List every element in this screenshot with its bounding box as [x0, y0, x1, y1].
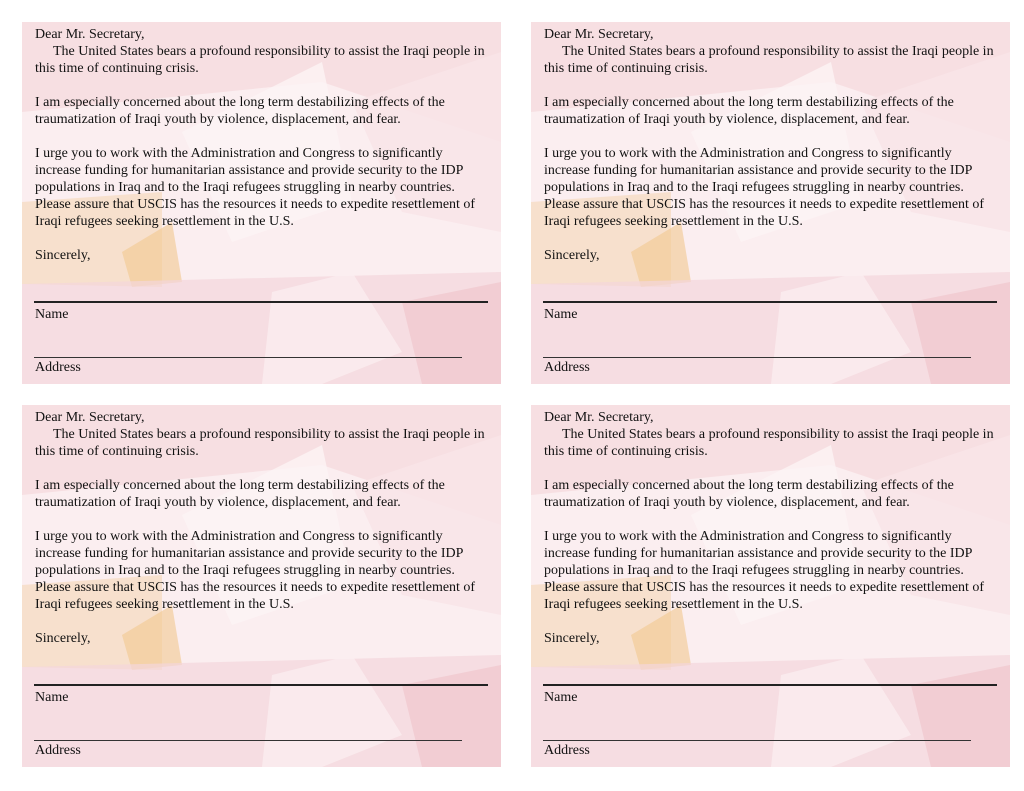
paragraph-1: The United States bears a profound responsibility to assist the Iraqi people in this time of continuing crisis.	[544, 44, 994, 76]
address-label: Address	[35, 360, 81, 375]
paragraph-2: I am especially concerned about the long term destabilizing effects of the traumatization of Iraqi youth by violence, displacement, and fear.	[544, 478, 954, 510]
letter-card-top-left	[22, 22, 501, 384]
closing: Sincerely,	[35, 248, 91, 263]
paragraph-2: I am especially concerned about the long term destabilizing effects of the traumatization of Iraqi youth by violence, displacement, and fear.	[35, 95, 445, 127]
paragraph-2: I am especially concerned about the long term destabilizing effects of the traumatization of Iraqi youth by violence, displacement, and fear.	[35, 478, 445, 510]
letter-card-top-right	[531, 22, 1010, 384]
salutation: Dear Mr. Secretary,	[35, 27, 145, 42]
paragraph-3: I urge you to work with the Administration and Congress to significantly increase funding for humanitarian assistance and provide security to the IDP populations in Iraq and to the Iraqi refugees struggling in nearby countries. Please assure that USCIS has the resources it needs to expedite resettlement of Iraqi refugees seeking resettlement in the U.S.	[544, 146, 985, 229]
letter-body	[35, 409, 490, 647]
signature-line	[34, 301, 488, 303]
paragraph-3: I urge you to work with the Administration and Congress to significantly increase funding for humanitarian assistance and provide security to the IDP populations in Iraq and to the Iraqi refugees struggling in nearby countries. Please assure that USCIS has the resources it needs to expedite resettlement of Iraqi refugees seeking resettlement in the U.S.	[35, 529, 476, 612]
name-label: Name	[35, 690, 69, 705]
signature-line	[543, 684, 997, 686]
closing: Sincerely,	[35, 631, 91, 646]
paragraph-3: I urge you to work with the Administration and Congress to significantly increase funding for humanitarian assistance and provide security to the IDP populations in Iraq and to the Iraqi refugees struggling in nearby countries. Please assure that USCIS has the resources it needs to expedite resettlement of Iraqi refugees seeking resettlement in the U.S.	[35, 146, 476, 229]
letter-card-bottom-right	[531, 405, 1010, 767]
letter-body	[544, 409, 999, 647]
address-line	[543, 357, 971, 358]
paragraph-3: I urge you to work with the Administration and Congress to significantly increase funding for humanitarian assistance and provide security to the IDP populations in Iraq and to the Iraqi refugees struggling in nearby countries. Please assure that USCIS has the resources it needs to expedite resettlement of Iraqi refugees seeking resettlement in the U.S.	[544, 529, 985, 612]
paragraph-1: The United States bears a profound responsibility to assist the Iraqi people in this time of continuing crisis.	[544, 427, 994, 459]
salutation: Dear Mr. Secretary,	[544, 27, 654, 42]
name-label: Name	[544, 690, 578, 705]
closing: Sincerely,	[544, 631, 600, 646]
closing: Sincerely,	[544, 248, 600, 263]
signature-line	[543, 301, 997, 303]
address-line	[543, 740, 971, 741]
letter-body	[35, 26, 490, 264]
name-label: Name	[35, 307, 69, 322]
address-line	[34, 740, 462, 741]
salutation: Dear Mr. Secretary,	[35, 410, 145, 425]
signature-line	[34, 684, 488, 686]
address-label: Address	[544, 360, 590, 375]
address-line	[34, 357, 462, 358]
address-label: Address	[544, 743, 590, 758]
paragraph-1: The United States bears a profound responsibility to assist the Iraqi people in this time of continuing crisis.	[35, 44, 485, 76]
salutation: Dear Mr. Secretary,	[544, 410, 654, 425]
letter-card-bottom-left	[22, 405, 501, 767]
address-label: Address	[35, 743, 81, 758]
paragraph-1: The United States bears a profound responsibility to assist the Iraqi people in this time of continuing crisis.	[35, 427, 485, 459]
name-label: Name	[544, 307, 578, 322]
letter-body	[544, 26, 999, 264]
paragraph-2: I am especially concerned about the long term destabilizing effects of the traumatization of Iraqi youth by violence, displacement, and fear.	[544, 95, 954, 127]
